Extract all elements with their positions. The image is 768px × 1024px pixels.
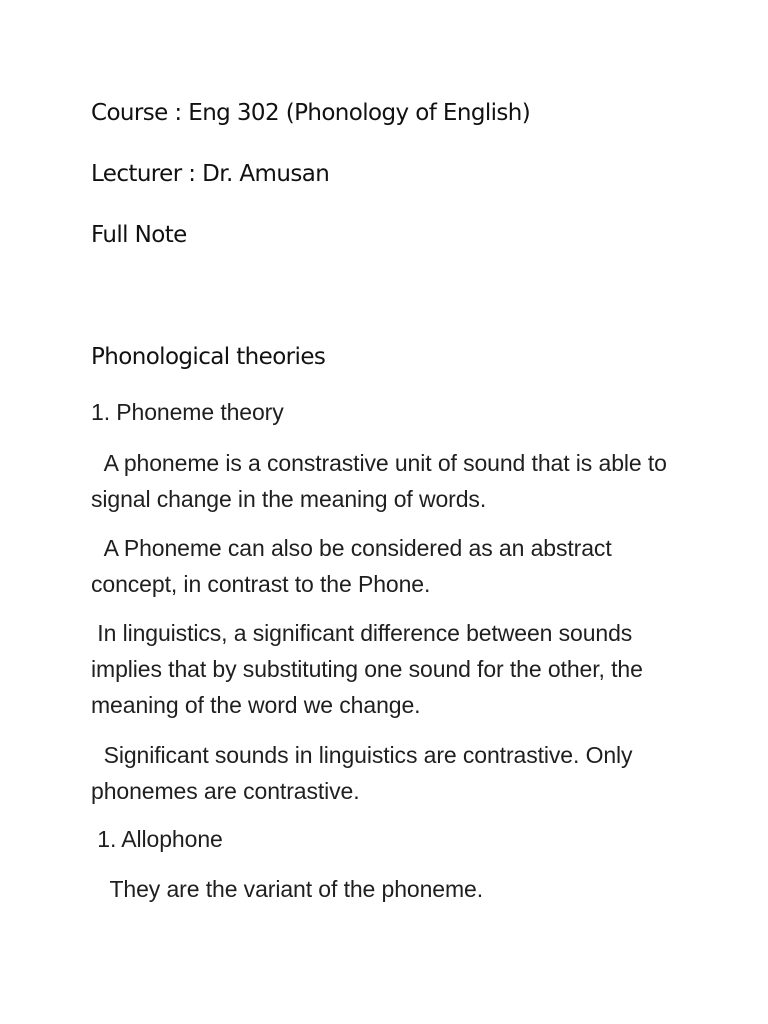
paragraph-1: A phoneme is a constrastive unit of sound that is able to signal change in the meaning of words. <box>91 450 674 512</box>
paragraph-4: Significant sounds in linguistics are contrastive. Only phonemes are contrastive. <box>91 742 639 804</box>
course-line: Course : Eng 302 (Phonology of English) <box>91 100 531 126</box>
paragraph-3: In linguistics, a significant difference between sounds implies that by substituting one sound for the other, the meaning of the word we change. <box>91 620 650 718</box>
phoneme-theory-heading: 1. Phoneme theory <box>91 399 284 425</box>
lecturer-line: Lecturer : Dr. Amusan <box>91 161 330 187</box>
allophone-text: They are the variant of the phoneme. <box>91 876 484 902</box>
allophone-heading: 1. Allophone <box>91 826 223 852</box>
section-title: Phonological theories <box>91 344 326 370</box>
paragraph-2: A Phoneme can also be considered as an abstract concept, in contrast to the Phone. <box>91 535 618 597</box>
full-note-line: Full Note <box>91 222 187 248</box>
